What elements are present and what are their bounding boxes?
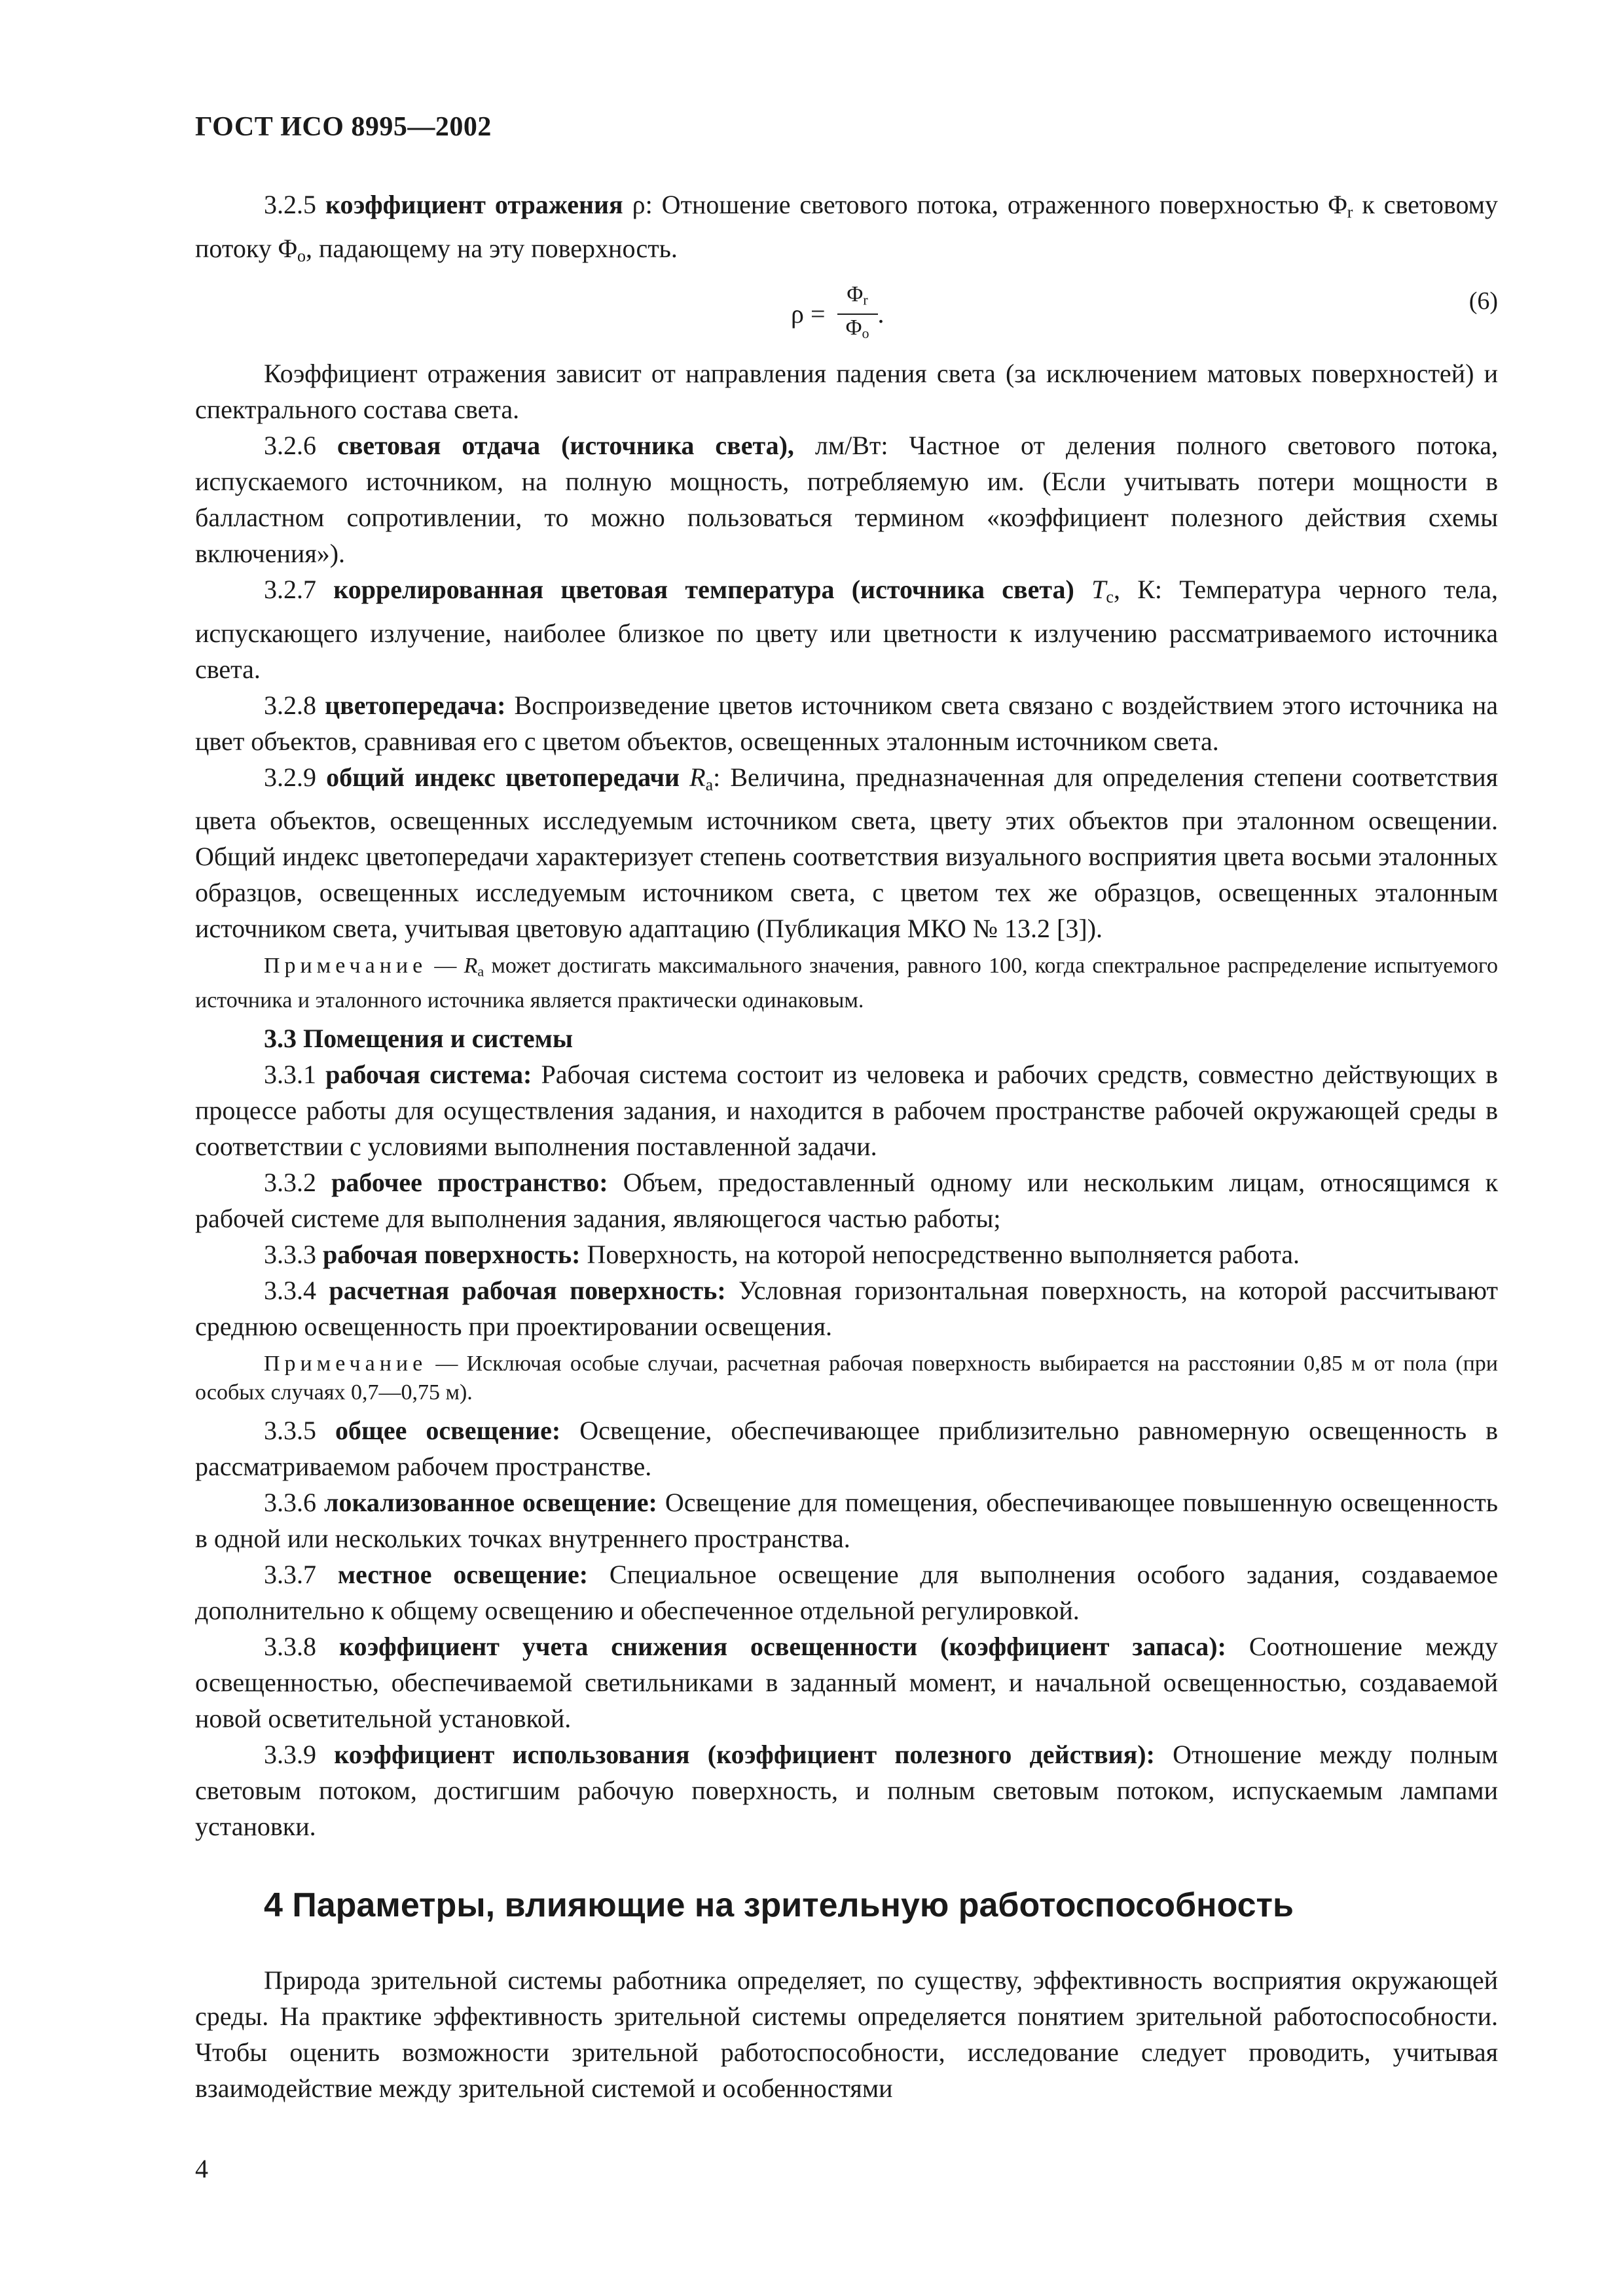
clause-number: 3.2.5 bbox=[264, 190, 316, 219]
clause-number: 3.3.6 bbox=[264, 1487, 316, 1517]
definition-text: ρ: Отношение светового потока, отраженного поверхностью Φ bbox=[623, 190, 1347, 219]
term: местное освещение: bbox=[337, 1559, 589, 1589]
subscript: r bbox=[1347, 202, 1353, 222]
note-label: Примечание bbox=[264, 1351, 428, 1376]
term: коэффициент использования (коэффициент полезного действия): bbox=[334, 1739, 1155, 1769]
subsection-heading-3-3: 3.3 Помещения и системы bbox=[264, 1023, 574, 1053]
term: коэффициент учета снижения освещенности (коэффициент запаса): bbox=[338, 1631, 1226, 1661]
note-dash: — bbox=[427, 1351, 467, 1376]
definition-text: Освещение, обеспечивающее приблизительно равномерную освещенность в рассматриваемом рабочем пространстве. bbox=[195, 1415, 1499, 1481]
clause-number: 3.2.7 bbox=[264, 575, 316, 604]
section-heading-4: 4 Параметры, влияющие на зрительную работоспособность bbox=[264, 1886, 1294, 1924]
subscript: o bbox=[862, 325, 869, 342]
paragraph-3-3-8 bbox=[195, 1628, 1498, 1736]
definition-text: Освещение для помещения, обеспечивающее повышенную освещенность в одной или нескольких точках внутреннего пространства. bbox=[195, 1487, 1498, 1553]
formula-number: (6) bbox=[1468, 287, 1498, 315]
note-1 bbox=[195, 952, 1498, 1015]
clause-number: 3.3.7 bbox=[264, 1559, 316, 1589]
term: рабочая система: bbox=[325, 1059, 532, 1089]
clause-number: 3.3.1 bbox=[264, 1059, 316, 1089]
note-text: Исключая особые случаи, расчетная рабочая поверхность выбирается на расстоянии 0,85 м от пола (при особых случаях 0,7—0,75 м). bbox=[195, 1351, 1498, 1405]
definition-text: , К: Температура черного тела, испускающего излучение, наиболее близкое по цвету или цветности к излучению рассматриваемого источника света. bbox=[195, 575, 1499, 684]
paragraph-3-2-5 bbox=[195, 187, 1498, 274]
term: локализованное освещение: bbox=[324, 1487, 657, 1517]
paragraph-3-3-5 bbox=[195, 1412, 1498, 1484]
definition-text: Поверхность, на которой непосредственно выполняется работа. bbox=[580, 1239, 1300, 1269]
clause-number: 3.3.5 bbox=[264, 1415, 316, 1445]
definition-text: лм/Вт: Частное от деления полного светового потока, испускаемого источником, на полную мощность, потребляемую им. (Если учитывать потери мощности в балластном сопротивлении, то можно пользоваться термином «коэффициент полезного действия схемы включения»). bbox=[195, 431, 1499, 568]
paragraph-3-3-7 bbox=[195, 1556, 1498, 1628]
clause-number: 3.3.8 bbox=[264, 1631, 316, 1661]
definition-text: Соотношение между освещенностью, обеспечиваемой светильниками в заданный момент, и начальной освещенностью, создаваемой новой осветительной установкой. bbox=[195, 1631, 1499, 1733]
page-number: 4 bbox=[195, 2154, 208, 2183]
note-dash: — bbox=[427, 954, 464, 978]
definition-text: Специальное освещение для выполнения особого задания, создаваемое дополнительно к общему освещению и обеспеченное отдельной регулировкой. bbox=[195, 1559, 1499, 1625]
paragraph-3-2-5-continued: Коэффициент отражения зависит от направления падения света (за исключением матовых поверхностей) и спектрального состава света. bbox=[195, 359, 1498, 424]
document-body bbox=[195, 187, 1498, 2106]
paragraph-3-2-9 bbox=[195, 759, 1498, 947]
denominator-symbol: Φ bbox=[845, 315, 862, 340]
paragraph-3-2-8 bbox=[195, 687, 1498, 759]
definition-text: Объем, предоставленный одному или нескольким лицам, относящимся к рабочей системе для выполнения задания, являющегося частью работы; bbox=[195, 1167, 1499, 1233]
subscript: a bbox=[477, 963, 484, 980]
fraction-denominator bbox=[846, 315, 869, 347]
paragraph-3-3-9 bbox=[195, 1736, 1498, 1844]
paragraph-3-3-2 bbox=[195, 1164, 1498, 1236]
note-text: может достигать максимального значения, равного 100, когда спектральное распределение испытуемого источника и эталонного источника является практически одинаковым. bbox=[195, 954, 1499, 1013]
term: световая отдача (источника света), bbox=[337, 431, 794, 460]
formula-expression bbox=[791, 281, 884, 346]
symbol: R bbox=[464, 954, 478, 978]
note-2 bbox=[195, 1350, 1498, 1407]
formula-dot: . bbox=[877, 299, 884, 329]
numerator-symbol: Φ bbox=[847, 282, 864, 306]
term: рабочая поверхность: bbox=[323, 1239, 581, 1269]
definition-text: Отношение между полным световым потоком, достигшим рабочую поверхность, и полным световым потоком, испускаемым лампами установки. bbox=[195, 1739, 1498, 1841]
formula-fraction bbox=[837, 281, 878, 346]
term: коррелированная цветовая температура (источника света) bbox=[333, 575, 1074, 604]
definition-text: Рабочая система состоит из человека и рабочих средств, совместно действующих в процессе работы для осуществления задания, и находится в рабочем пространстве рабочей окружающей среды в соответствии с условиями выполнения поставленной задачи. bbox=[195, 1059, 1498, 1161]
paragraph-3-3-6 bbox=[195, 1484, 1498, 1556]
subscript: a bbox=[705, 775, 714, 794]
paragraph-3-3-4 bbox=[195, 1272, 1498, 1344]
symbol: T bbox=[1091, 575, 1106, 604]
paragraph-3-2-7 bbox=[195, 571, 1498, 687]
clause-number: 3.2.9 bbox=[264, 762, 316, 792]
note-label: Примечание bbox=[264, 954, 428, 978]
formula-lhs: ρ = bbox=[791, 299, 826, 329]
clause-number: 3.3.4 bbox=[264, 1275, 316, 1305]
clause-number: 3.3.9 bbox=[264, 1739, 316, 1769]
term: рабочее пространство: bbox=[331, 1167, 608, 1197]
symbol: R bbox=[689, 762, 706, 792]
document-header: ГОСТ ИСО 8995—2002 bbox=[195, 112, 492, 142]
subscript: c bbox=[1106, 587, 1114, 607]
definition-text: : Величина, предназначенная для определения степени соответствия цвета объектов, освещенных исследуемым источником света, цвету этих объектов при эталонном освещении. Общий индекс цветопередачи характеризует степень соответствия визуального восприятия цвета восьми эталонных образцов, освещенных исследуемым источником света, с цветом тех же образцов, освещенных эталонным источником света, учитывая цветовую адаптацию (Публикация МКО № 13.2 [3]). bbox=[195, 762, 1498, 943]
term: цветопередача: bbox=[325, 690, 506, 720]
subscript: o bbox=[297, 246, 306, 265]
definition-text: Воспроизведение цветов источником света связано с воздействием этого источника на цвет объектов, сравнивая его с цветом объектов, освещенных эталонным источником света. bbox=[195, 690, 1498, 756]
term: общее освещение: bbox=[335, 1415, 561, 1445]
clause-number: 3.3.3 bbox=[264, 1239, 316, 1269]
definition-text: , падающему на эту поверхность. bbox=[305, 233, 678, 263]
paragraph-3-2-6 bbox=[195, 427, 1498, 571]
term: расчетная рабочая поверхность: bbox=[329, 1275, 726, 1305]
formula-6 bbox=[195, 274, 1498, 355]
fraction-numerator bbox=[847, 281, 867, 314]
clause-number: 3.2.8 bbox=[264, 690, 316, 720]
term: общий индекс цветопередачи bbox=[326, 762, 680, 792]
paragraph-4-intro: Природа зрительной системы работника определяет, по существу, эффективность восприятия окружающей среды. На практике эффективность зрительной системы определяется понятием зрительной работоспособности. Чтобы оценить возможности зрительной работоспособности, исследование следует проводить, учитывая взаимодействие между зрительной системой и особенностями bbox=[195, 1965, 1498, 2103]
paragraph-3-3-1 bbox=[195, 1056, 1498, 1164]
definition-text: к световому потоку Φ bbox=[195, 190, 1498, 263]
clause-number: 3.2.6 bbox=[264, 431, 316, 460]
clause-number: 3.3.2 bbox=[264, 1167, 316, 1197]
subscript: r bbox=[863, 291, 868, 308]
term: коэффициент отражения bbox=[325, 190, 623, 219]
paragraph-3-3-3 bbox=[195, 1236, 1498, 1272]
definition-text: Условная горизонтальная поверхность, на которой рассчитывают среднюю освещенность при проектировании освещения. bbox=[195, 1275, 1498, 1341]
